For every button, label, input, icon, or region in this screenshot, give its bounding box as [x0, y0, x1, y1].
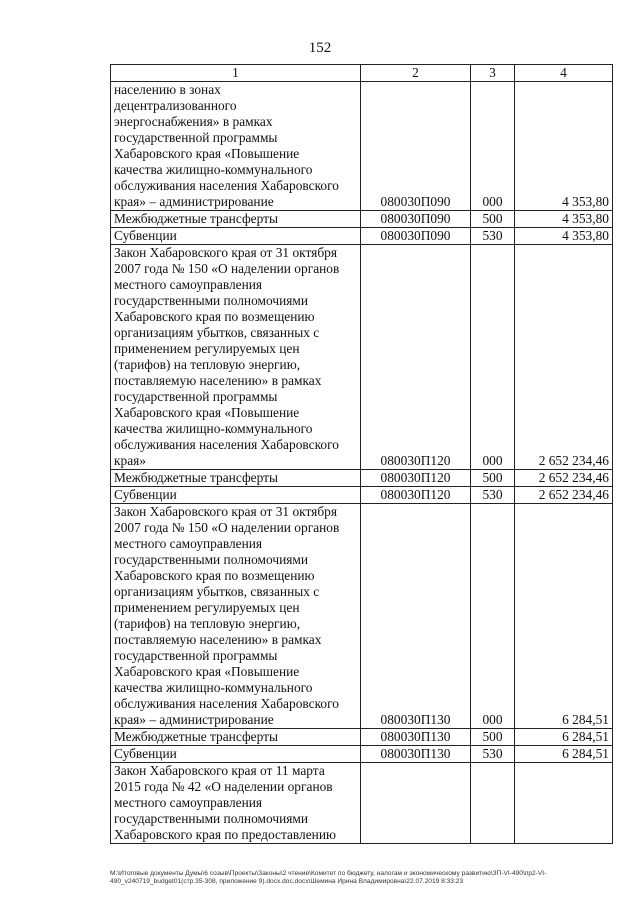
row-target-code: 080030П120 [361, 487, 471, 504]
row-expense-type: 000 [471, 504, 515, 729]
row-amount: 6 284,51 [515, 746, 613, 763]
header-col-1: 1 [111, 65, 361, 82]
table-row [111, 763, 613, 844]
table-row [111, 228, 613, 245]
row-description: Субвенции [111, 487, 361, 504]
table-row [111, 504, 613, 729]
row-amount: 4 353,80 [515, 211, 613, 228]
row-amount: 4 353,80 [515, 228, 613, 245]
row-expense-type [471, 763, 515, 844]
row-amount: 6 284,51 [515, 504, 613, 729]
row-description: Межбюджетные трансферты [111, 470, 361, 487]
row-description: Межбюджетные трансферты [111, 729, 361, 746]
table-row [111, 470, 613, 487]
table-row [111, 82, 613, 211]
row-target-code: 080030П130 [361, 746, 471, 763]
table-row [111, 729, 613, 746]
row-target-code: 080030П090 [361, 82, 471, 211]
row-target-code [361, 763, 471, 844]
header-row [111, 65, 613, 82]
row-expense-type: 000 [471, 245, 515, 470]
row-amount [515, 763, 613, 844]
row-target-code: 080030П090 [361, 228, 471, 245]
header-col-2: 2 [361, 65, 471, 82]
row-expense-type: 500 [471, 729, 515, 746]
header-col-4: 4 [515, 65, 613, 82]
row-target-code: 080030П130 [361, 729, 471, 746]
row-description: Субвенции [111, 228, 361, 245]
row-target-code: 080030П090 [361, 211, 471, 228]
page-number: 152 [308, 40, 332, 56]
row-expense-type: 500 [471, 470, 515, 487]
row-description: Закон Хабаровского края от 31 октября 2007 года № 150 «О наделении органов местного самоуправления государственными полномочиями Хабаровского края по возмещению организациям убытков, связанных с применением регулируемых цен (тарифов) на тепловую энергию, поставляемую населению» в рамках государственной программы Хабаровского края «Повышение качества жилищно-коммунального обслуживания населения Хабаровского края» [111, 245, 361, 470]
row-amount: 2 652 234,46 [515, 487, 613, 504]
row-description: Межбюджетные трансферты [111, 211, 361, 228]
row-target-code: 080030П120 [361, 470, 471, 487]
row-amount: 4 353,80 [515, 82, 613, 211]
file-path-footer: M:\Итоговые документы Думы\6 созыв\Проекты\Законы\2 чтение\Комитет по бюджету, налогам и экономическому развитию\ЗП-VI-490\пр2-VI- 490_v240719_budget01(стр.35-308, приложение 9).docx.doc.docx\Шемина Ирина Владимировна\22.07.2019 8:33:23 [110, 870, 547, 885]
row-expense-type: 000 [471, 82, 515, 211]
table-row [111, 245, 613, 470]
table-row [111, 211, 613, 228]
row-target-code: 080030П130 [361, 504, 471, 729]
row-expense-type: 530 [471, 487, 515, 504]
row-expense-type: 530 [471, 228, 515, 245]
row-amount: 2 652 234,46 [515, 245, 613, 470]
row-description: Закон Хабаровского края от 31 октября 2007 года № 150 «О наделении органов местного самоуправления государственными полномочиями Хабаровского края по возмещению организациям убытков, связанных с применением регулируемых цен (тарифов) на тепловую энергию, поставляемую населению» в рамках государственной программы Хабаровского края «Повышение качества жилищно-коммунального обслуживания населения Хабаровского края» – администрирование [111, 504, 361, 729]
row-description: Субвенции [111, 746, 361, 763]
row-amount: 2 652 234,46 [515, 470, 613, 487]
row-expense-type: 500 [471, 211, 515, 228]
row-expense-type: 530 [471, 746, 515, 763]
row-description: Закон Хабаровского края от 11 марта 2015 года № 42 «О наделении органов местного самоуправления государственными полномочиями Хабаровского края по предоставлению [111, 763, 361, 844]
budget-table [110, 64, 613, 844]
table-row [111, 487, 613, 504]
row-description: населению в зонах децентрализованного энергоснабжения» в рамках государственной программы Хабаровского края «Повышение качества жилищно-коммунального обслуживания населения Хабаровского края» – администрирование [111, 82, 361, 211]
row-target-code: 080030П120 [361, 245, 471, 470]
row-amount: 6 284,51 [515, 729, 613, 746]
table-row [111, 746, 613, 763]
header-col-3: 3 [471, 65, 515, 82]
